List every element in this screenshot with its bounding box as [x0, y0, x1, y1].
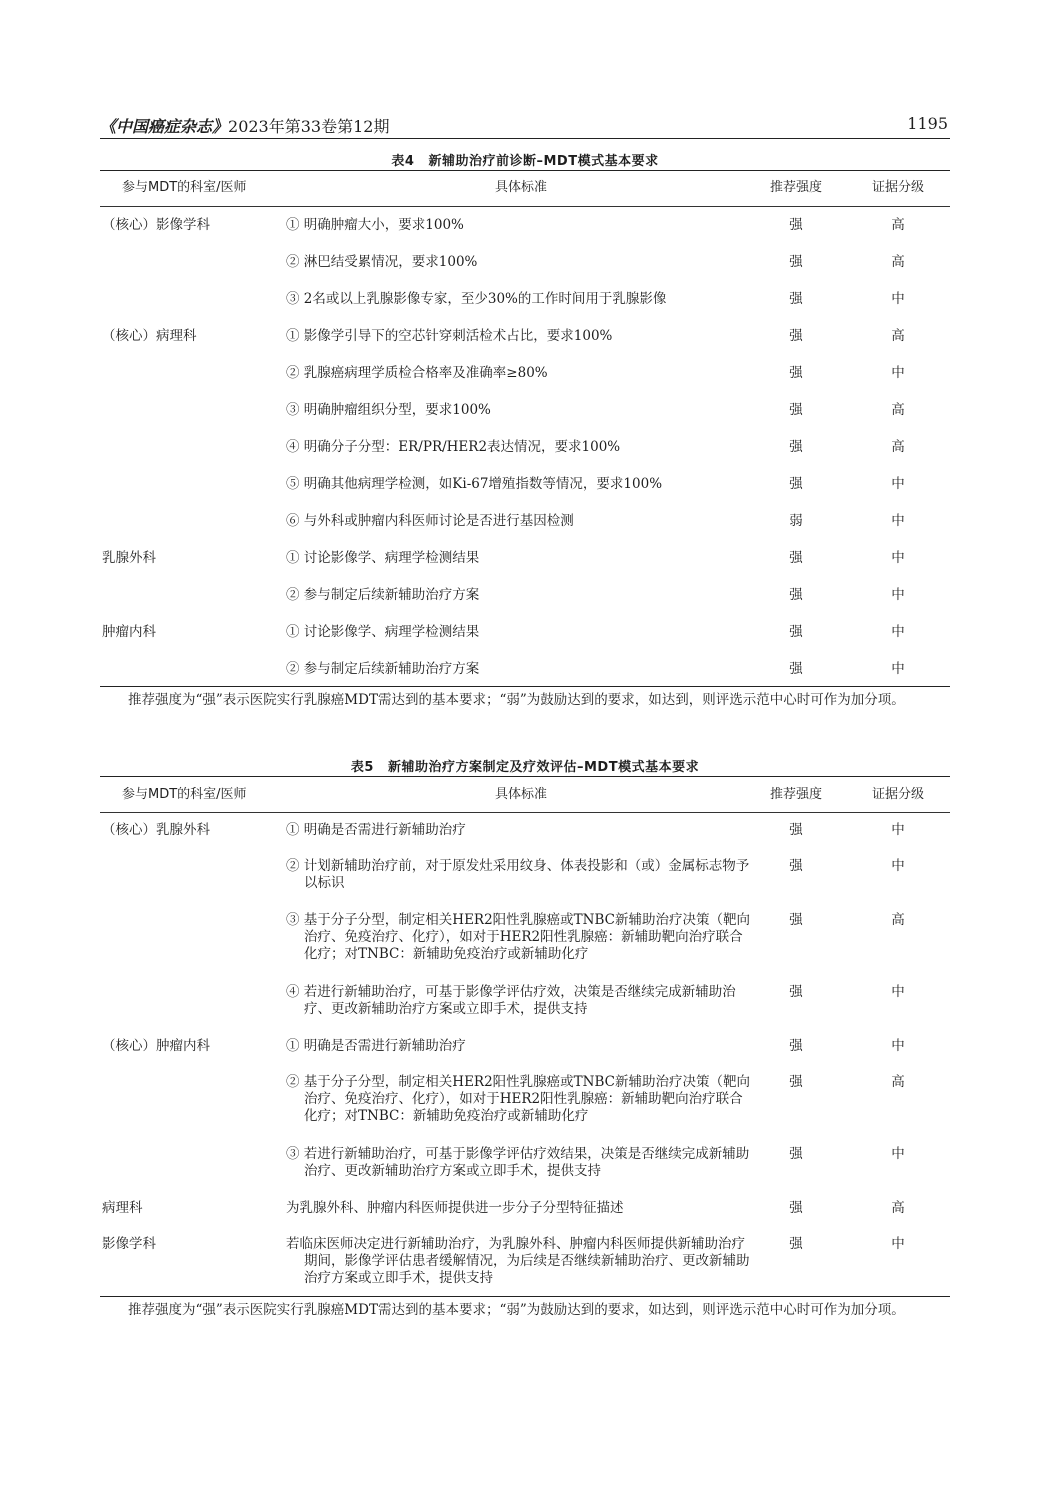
column-header-dept: 参与MDT的科室/医师 — [122, 787, 247, 802]
header-rule — [100, 138, 950, 139]
recommendation-cell: 强 — [789, 402, 803, 418]
table-5-caption: 新辅助治疗方案制定及疗效评估–MDT模式基本要求 — [387, 760, 700, 775]
criterion-cell — [286, 624, 756, 641]
evidence-cell: 高 — [891, 1074, 905, 1090]
criterion-cell — [286, 476, 756, 493]
criterion-cell — [286, 365, 756, 382]
column-header-criteria: 具体标准 — [494, 787, 547, 802]
table-rule — [100, 812, 950, 813]
department-cell: 影像学科 — [102, 1236, 156, 1252]
recommendation-cell: 强 — [789, 858, 803, 874]
recommendation-cell: 强 — [789, 328, 803, 344]
criterion-text: ② 基于分子分型，制定相关HER2阳性乳腺癌或TNBC新辅助治疗决策（靶向治疗、免疫治疗、化疗），如对于HER2阳性乳腺癌：新辅助靶向治疗联合化疗；对TNBC：新辅助免疫治疗或新辅助化疗 — [286, 1074, 750, 1124]
recommendation-cell: 强 — [789, 254, 803, 270]
evidence-cell: 中 — [891, 550, 905, 566]
criterion-cell — [286, 328, 756, 345]
criterion-text: ① 讨论影像学、病理学检测结果 — [286, 624, 480, 640]
table-4-title — [100, 150, 950, 169]
evidence-cell: 高 — [891, 402, 905, 418]
column-header-recommendation: 推荐强度 — [769, 180, 822, 195]
recommendation-cell: 强 — [789, 1146, 803, 1162]
department-cell: （核心）乳腺外科 — [102, 822, 210, 838]
recommendation-cell: 强 — [789, 550, 803, 566]
page-number: 1195 — [907, 114, 948, 133]
evidence-cell: 中 — [891, 984, 905, 1000]
criterion-text: 为乳腺外科、肿瘤内科医师提供进一步分子分型特征描述 — [286, 1200, 624, 1216]
recommendation-cell: 弱 — [789, 513, 803, 529]
table-5 — [100, 776, 950, 1356]
evidence-cell: 中 — [891, 858, 905, 874]
recommendation-cell: 强 — [789, 1236, 803, 1252]
evidence-cell: 高 — [891, 254, 905, 270]
criterion-cell — [286, 217, 756, 234]
evidence-cell: 高 — [891, 328, 905, 344]
evidence-cell: 中 — [891, 1236, 905, 1252]
recommendation-cell: 强 — [789, 1074, 803, 1090]
criterion-text: ① 影像学引导下的空芯针穿刺活检术占比，要求100% — [286, 328, 613, 344]
table-rule — [100, 686, 950, 687]
table-4-number: 表4 — [391, 154, 415, 169]
recommendation-cell: 强 — [789, 291, 803, 307]
table-4-caption: 新辅助治疗前诊断–MDT模式基本要求 — [428, 154, 659, 169]
column-header-criteria: 具体标准 — [494, 180, 547, 195]
criterion-text: ① 讨论影像学、病理学检测结果 — [286, 550, 480, 566]
department-cell: 病理科 — [102, 1200, 143, 1216]
criterion-text: ④ 若进行新辅助治疗，可基于影像学评估疗效，决策是否继续完成新辅助治疗、更改新辅助治疗方案或立即手术，提供支持 — [286, 984, 736, 1017]
criterion-text: ② 参与制定后续新辅助治疗方案 — [286, 661, 480, 677]
column-header-recommendation: 推荐强度 — [769, 787, 822, 802]
criterion-cell — [286, 858, 756, 892]
column-header-dept: 参与MDT的科室/医师 — [122, 180, 247, 195]
evidence-cell: 中 — [891, 624, 905, 640]
criterion-text: ① 明确是否需进行新辅助治疗 — [286, 822, 466, 838]
recommendation-cell: 强 — [789, 217, 803, 233]
criterion-cell — [286, 587, 756, 604]
department-cell: （核心）病理科 — [102, 328, 197, 344]
criterion-text: ④ 明确分子分型：ER/PR/HER2表达情况，要求100% — [286, 439, 621, 455]
evidence-cell: 中 — [891, 513, 905, 529]
criterion-text: ② 参与制定后续新辅助治疗方案 — [286, 587, 480, 603]
recommendation-cell: 强 — [789, 624, 803, 640]
evidence-cell: 中 — [891, 661, 905, 677]
criterion-cell — [286, 1074, 756, 1125]
criterion-text: ③ 若进行新辅助治疗，可基于影像学评估疗效结果，决策是否继续完成新辅助治疗、更改新辅助治疗方案或立即手术，提供支持 — [286, 1146, 750, 1179]
criterion-text: ③ 2名或以上乳腺影像专家，至少30%的工作时间用于乳腺影像 — [286, 291, 667, 307]
criterion-cell — [286, 1236, 756, 1287]
criterion-cell — [286, 291, 756, 308]
recommendation-cell: 强 — [789, 984, 803, 1000]
column-header-evidence: 证据分级 — [871, 787, 924, 802]
criterion-cell — [286, 984, 756, 1018]
criterion-cell — [286, 661, 756, 678]
criterion-cell — [286, 1038, 756, 1055]
criterion-text: ② 计划新辅助治疗前，对于原发灶采用纹身、体表投影和（或）金属标志物予以标识 — [286, 858, 750, 891]
table-5-title — [100, 756, 950, 775]
evidence-cell: 高 — [891, 1200, 905, 1216]
table-4-note: 推荐强度为“强”表示医院实行乳腺癌MDT需达到的基本要求；“弱”为鼓励达到的要求，如达到，则评选示范中心时可作为加分项。 — [128, 692, 905, 708]
evidence-cell: 中 — [891, 822, 905, 838]
criterion-text: ① 明确是否需进行新辅助治疗 — [286, 1038, 466, 1054]
department-cell: （核心）肿瘤内科 — [102, 1038, 210, 1054]
department-cell: 肿瘤内科 — [102, 624, 156, 640]
criterion-cell — [286, 550, 756, 567]
criterion-text: ① 明确肿瘤大小，要求100% — [286, 217, 464, 233]
criterion-cell — [286, 513, 756, 530]
table-5-number: 表5 — [350, 760, 374, 775]
criterion-cell — [286, 912, 756, 963]
journal-name: 《中国癌症杂志》 — [100, 117, 229, 136]
table-rule — [100, 170, 950, 171]
criterion-cell — [286, 439, 756, 456]
journal-issue — [100, 114, 389, 137]
criterion-text: 若临床医师决定进行新辅助治疗，为乳腺外科、肿瘤内科医师提供新辅助治疗期间，影像学评估患者缓解情况，为后续是否继续新辅助治疗、更改新辅助治疗方案或立即手术，提供支持 — [286, 1236, 750, 1286]
recommendation-cell: 强 — [789, 365, 803, 381]
evidence-cell: 中 — [891, 476, 905, 492]
running-header — [100, 114, 950, 136]
criterion-cell — [286, 254, 756, 271]
recommendation-cell: 强 — [789, 476, 803, 492]
evidence-cell: 高 — [891, 912, 905, 928]
evidence-cell: 中 — [891, 1146, 905, 1162]
criterion-text: ② 淋巴结受累情况，要求100% — [286, 254, 478, 270]
criterion-text: ③ 基于分子分型，制定相关HER2阳性乳腺癌或TNBC新辅助治疗决策（靶向治疗、免疫治疗、化疗），如对于HER2阳性乳腺癌：新辅助靶向治疗联合化疗；对TNBC：新辅助免疫治疗或新辅助化疗 — [286, 912, 750, 962]
table-rule — [100, 776, 950, 777]
recommendation-cell: 强 — [789, 1038, 803, 1054]
department-cell: 乳腺外科 — [102, 550, 156, 566]
recommendation-cell: 强 — [789, 661, 803, 677]
evidence-cell: 中 — [891, 587, 905, 603]
table-4 — [100, 170, 950, 730]
evidence-cell: 高 — [891, 217, 905, 233]
criterion-cell — [286, 822, 756, 839]
evidence-cell: 中 — [891, 1038, 905, 1054]
evidence-cell: 高 — [891, 439, 905, 455]
recommendation-cell: 强 — [789, 912, 803, 928]
evidence-cell: 中 — [891, 291, 905, 307]
issue-info: 2023年第33卷第12期 — [228, 117, 390, 136]
evidence-cell: 中 — [891, 365, 905, 381]
table-rule — [100, 1296, 950, 1297]
column-header-evidence: 证据分级 — [871, 180, 924, 195]
table-rule — [100, 206, 950, 207]
criterion-cell — [286, 402, 756, 419]
recommendation-cell: 强 — [789, 822, 803, 838]
criterion-text: ⑤ 明确其他病理学检测，如Ki-67增殖指数等情况，要求100% — [286, 476, 663, 492]
recommendation-cell: 强 — [789, 587, 803, 603]
criterion-text: ⑥ 与外科或肿瘤内科医师讨论是否进行基因检测 — [286, 513, 574, 529]
recommendation-cell: 强 — [789, 439, 803, 455]
table-5-note: 推荐强度为“强”表示医院实行乳腺癌MDT需达到的基本要求；“弱”为鼓励达到的要求，如达到，则评选示范中心时可作为加分项。 — [128, 1302, 905, 1318]
criterion-cell — [286, 1200, 756, 1217]
recommendation-cell: 强 — [789, 1200, 803, 1216]
criterion-text: ② 乳腺癌病理学质检合格率及准确率≥80% — [286, 365, 548, 381]
department-cell: （核心）影像学科 — [102, 217, 210, 233]
criterion-cell — [286, 1146, 756, 1180]
criterion-text: ③ 明确肿瘤组织分型，要求100% — [286, 402, 491, 418]
